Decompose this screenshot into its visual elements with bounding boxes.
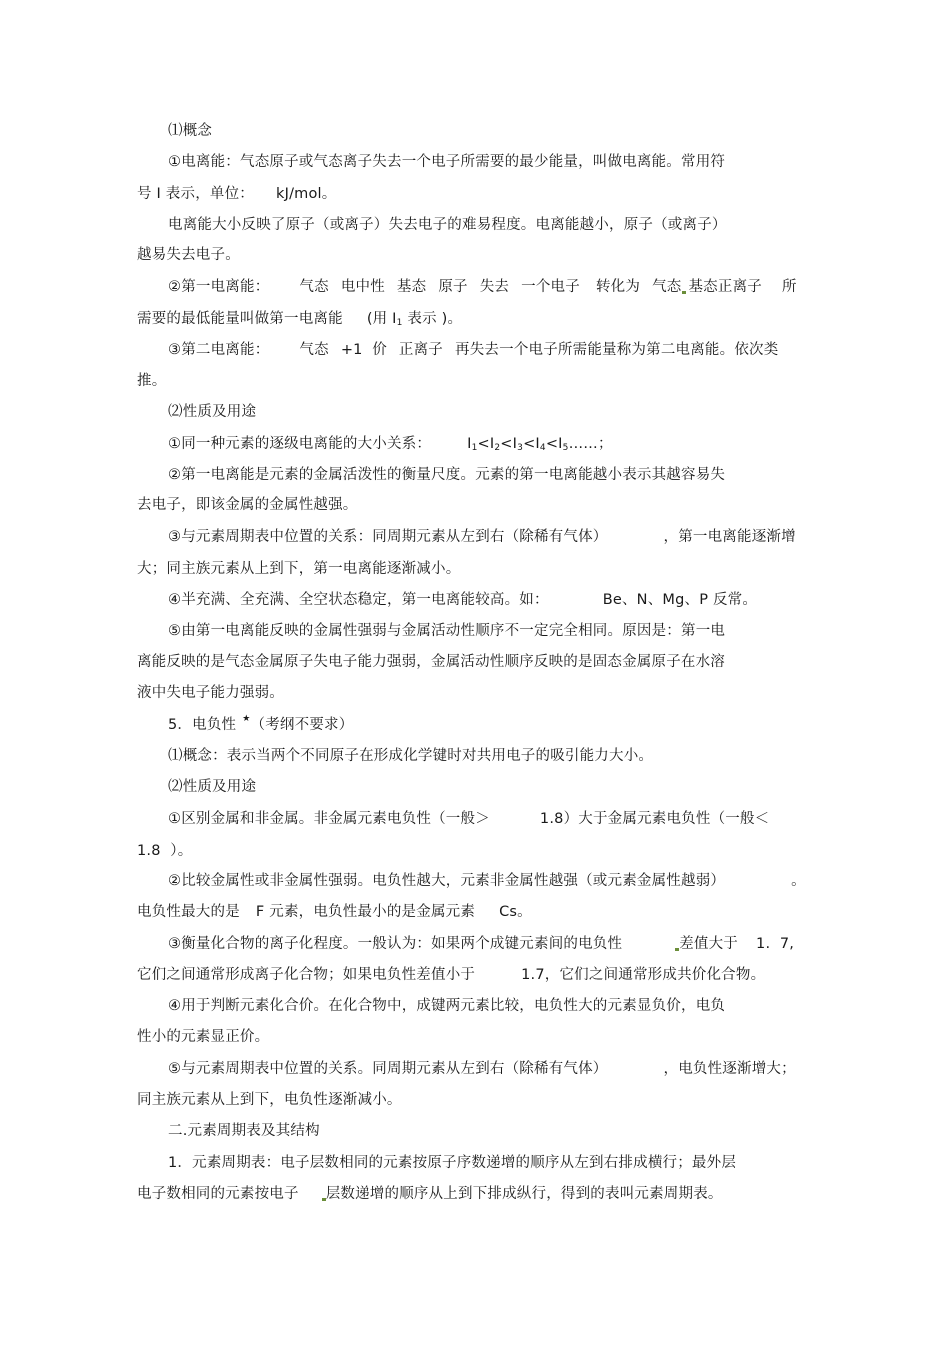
paragraph-line: 电离能大小反映了原子（或离子）失去电子的难易程度。电离能越小，原子（或离子） <box>168 217 727 233</box>
paragraph-line: 大；同主族元素从上到下，第一电离能逐渐减小。 <box>137 561 461 577</box>
section-heading: 5．电负性 ★（考纲不要求） <box>168 714 354 733</box>
paragraph-line: 离能反映的是气态金属原子失电子能力强弱，金属活动性顺序反映的是固态金属原子在水溶 <box>137 654 725 670</box>
paragraph-line: ⑤由第一电离能反映的金属性强弱与金属活动性顺序不一定完全相同。原因是：第一电 <box>168 623 726 639</box>
heading-properties: ⑵性质及用途 <box>168 779 257 795</box>
paragraph-line: ①同一种元素的逐级电离能的大小关系： $I_1<I_2<I_3<I_4<I_5\dots\dots$； <box>168 436 613 453</box>
paragraph-line: 同主族元素从上到下，电负性逐渐减小。 <box>137 1092 402 1108</box>
paragraph-line: 电负性最大的是 F 元素，电负性最小的是金属元素 Cs。 <box>137 904 532 920</box>
paragraph-line: ①电离能：气态原子或气态离子失去一个电子所需要的最少能量，叫做电离能。常用符 <box>168 154 726 170</box>
paragraph-line: 1.8 ）。 <box>137 843 193 859</box>
paragraph-line: 电子数相同的元素按电子 层数递增的顺序从上到下排成纵行，得到的表叫元素周期表。 <box>137 1186 723 1202</box>
paragraph-line: 性小的元素显正价。 <box>137 1029 270 1045</box>
paragraph-line: 需要的最低能量叫做第一电离能 (用 $I_1$ 表示 )。 <box>137 311 463 328</box>
paragraph-line: ③衡量化合物的离子化程度。一般认为：如果两个成键元素间的电负性 差值大于 1. 7, <box>168 936 795 952</box>
paragraph-line: 推。 <box>137 373 167 389</box>
paragraph-line: ④用于判断元素化合价。在化合物中，成键两元素比较，电负性大的元素显负价，电负 <box>168 998 726 1014</box>
paragraph-line: ⑴概念：表示当两个不同原子在形成化学键时对共用电子的吸引能力大小。 <box>168 748 654 764</box>
paragraph-line: 1．元素周期表：电子层数相同的元素按原子序数递增的顺序从左到右排成横行；最外层 <box>168 1155 737 1171</box>
paragraph-line: 去电子，即该金属的金属性越强。 <box>137 497 358 513</box>
paragraph-line: ②第一电离能： 气态 电中性 基态 原子 失去 一个电子 转化为 气态 基态正离子 所 <box>168 279 797 295</box>
paragraph-line: 液中失电子能力强弱。 <box>137 685 284 701</box>
paragraph-line: ②第一电离能是元素的金属活泼性的衡量尺度。元素的第一电离能越小表示其越容易失 <box>168 467 726 483</box>
paragraph-line: 它们之间通常形成离子化合物；如果电负性差值小于 1.7，它们之间通常形成共价化合物。 <box>137 967 766 983</box>
section-heading: 二.元素周期表及其结构 <box>168 1123 320 1139</box>
paragraph-line: 号 I 表示，单位： kJ/mol。 <box>137 186 337 202</box>
star-icon: ★ <box>242 714 251 724</box>
paragraph-line: ①区别金属和非金属。非金属元素电负性（一般＞ 1.8）大于金属元素电负性（一般＜ <box>168 811 770 827</box>
paragraph-line: 越易失去电子。 <box>137 247 240 263</box>
heading-concept: ⑴概念 <box>168 123 213 139</box>
paragraph-line: ⑤与元素周期表中位置的关系。同周期元素从左到右（除稀有气体） ，电负性逐渐增大； <box>168 1061 796 1077</box>
paragraph-line: ③与元素周期表中位置的关系：同周期元素从左到右（除稀有气体） ，第一电离能逐渐增 <box>168 529 796 545</box>
paragraph-line: ④半充满、全充满、全空状态稳定，第一电离能较高。如： Be、N、Mg、P 反常。 <box>168 592 758 608</box>
mark-dot <box>682 291 686 294</box>
paragraph-line: ②比较金属性或非金属性强弱。电负性越大，元素非金属性越强（或元素金属性越弱） 。 <box>168 873 806 889</box>
heading-properties: ⑵性质及用途 <box>168 404 257 420</box>
paragraph-line: ③第二电离能： 气态 +1 价 正离子 再失去一个电子所需能量称为第二电离能。依次类 <box>168 342 779 358</box>
